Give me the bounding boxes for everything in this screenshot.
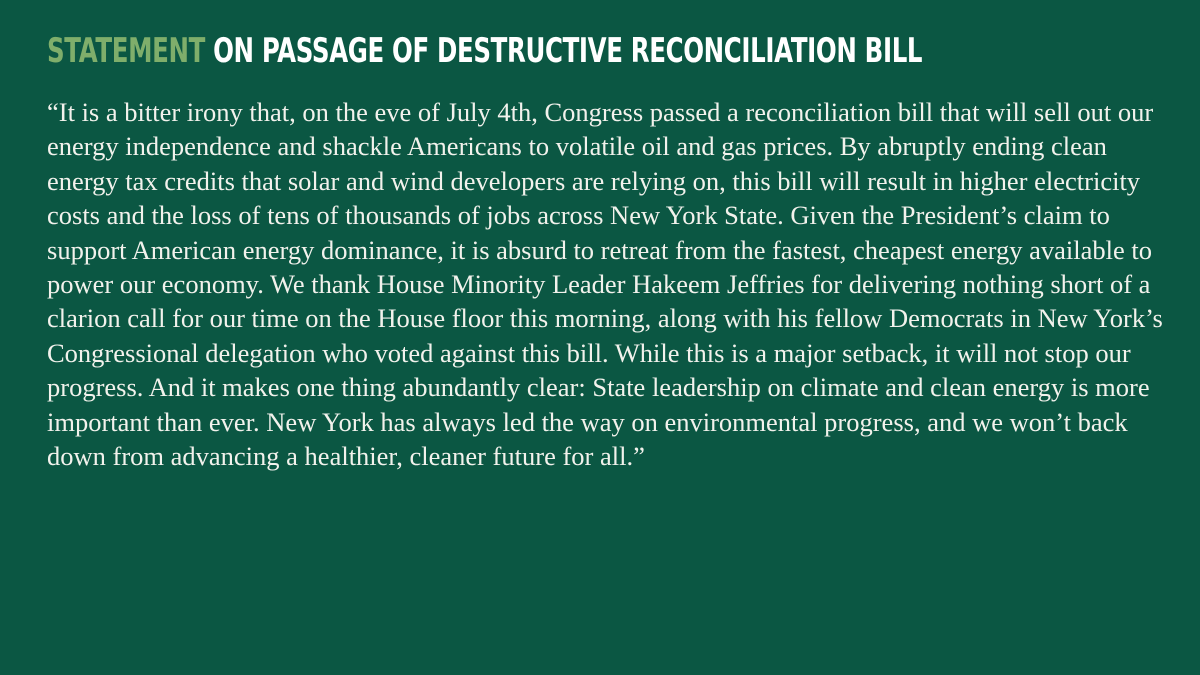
statement-headline — [47, 28, 923, 74]
headline-accent: STATEMENT — [47, 31, 205, 71]
statement-quote: “It is a bitter irony that, on the eve of July 4th, Congress passed a reconciliation bill that will sell out our energy independence and shackle Americans to volatile oil and gas prices. By abruptly ending clean energy tax credits that solar and wind developers are relying on, this bill will result in higher electricity costs and the loss of tens of thousands of jobs across New York State. Given the President’s claim to support American energy dominance, it is absurd to retreat from the fastest, cheapest energy available to power our economy. We thank House Minority Leader Hakeem Jeffries for delivering nothing short of a clarion call for our time on the House floor this morning, along with his fellow Democrats in New York’s Congressional delegation who voted against this bill. While this is a major setback, it will not stop our progress. And it makes one thing abundantly clear: State leadership on climate and clean energy is more important than ever. New York has always led the way on environmental progress, and we won’t back down from advancing a healthier, cleaner future for all.” — [47, 97, 1163, 472]
headline-title: ON PASSAGE OF DESTRUCTIVE RECONCILIATION BILL — [213, 31, 923, 71]
